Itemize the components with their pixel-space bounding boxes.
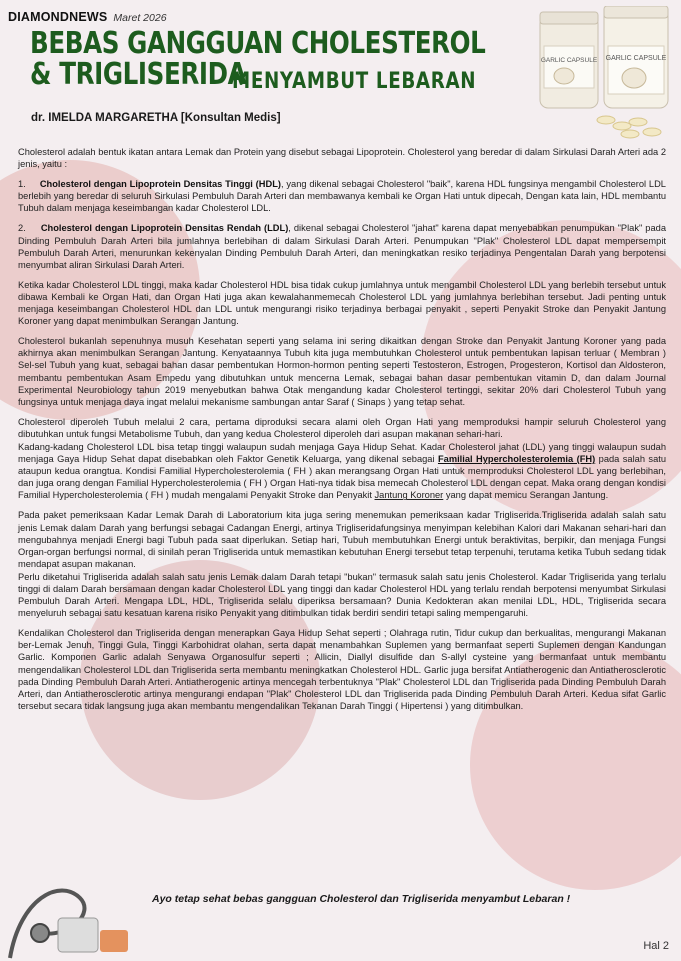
familial-text-c: yang dapat memicu Serangan Jantung. xyxy=(443,490,609,501)
hdl-term: Cholesterol dengan Lipoprotein Densitas Tinggi (HDL) xyxy=(39,179,281,190)
hdl-description: , yang dikenal sebagai Cholesterol "baik", karena HDL fungsinya mengambil Cholesterol LDL berlebih yang beredar di seluruh Sirkulasi Pembuluh Darah Arteri dan membawanya kembali ke Organ Hati untuk dipecah, Dengan kata lain, HDL membantu Tubuh dalam menjaga keseimbangan kadar Cholesterol LDL. xyxy=(18,179,666,214)
bottle-label-left: GARLIC CAPSULE xyxy=(540,57,598,64)
headline-line-1: BEBAS GANGGUAN CHOLESTEROL xyxy=(30,26,486,61)
paragraph-sources: Cholesterol diperoleh Tubuh melalui 2 cara, pertama diproduksi secara alami oleh Organ Hati yang memproduksi hampir seluruh Cholesterol yang dibutuhkan untuk fungsi Metabolisme Tubuh, dan yang kedua Cholesterol diperoleh dari asupan makanan sehari-hari. xyxy=(18,416,666,439)
jantung-koroner-term: Jantung Koroner xyxy=(374,490,444,501)
headline-subtitle: MENYAMBUT LEBARAN xyxy=(232,69,477,94)
bottle-label-right: GARLIC CAPSULE xyxy=(605,55,667,62)
paragraph-ldl xyxy=(18,222,666,270)
paragraph-intro: Cholesterol adalah bentuk ikatan antara Lemak dan Protein yang disebut sebagai Lipoprotein. Cholesterol yang beredar di dalam Sirkulasi Darah Arteri ada 2 jenis, yaitu : xyxy=(18,147,666,170)
paragraph-lifestyle: Kendalikan Cholesterol dan Trigliserida dengan menerapkan Gaya Hidup Sehat seperti ; Olahraga rutin, Tidur cukup dan berkualitas, mengurangi Makanan ber-Lemak Jenuh, Tinggi Gula, Tinggi Karbohidrat olahan, serta dapat menambahkan Suplemen yang bermanfaat seperti Suplemen dengan Kandungan Garlic. Komponen Garlic adalah Senyawa Organosulfur seperti ; Allicin, Diallyl disulfide dan S-allyl cysteine yang bermanfaat untuk membantu mengendalikan Cholesterol LDL dan Trigliserida serta membantu meningkatkan Cholesterol HDL. Garlic juga bersifat Antiatherogenic dan Antiatherosclerotic pada Dinding Pembuluh Darah Arteri. Antiatherogenic artinya mencegah terbentuknya "Plak" Cholesterol LDL dan Trigliserida pada Dinding Pembuluh Darah Arteri, dan Antiatherosclerotic artinya mengurangi endapan "Plak" Cholesterol LDL dan Trigliserida pada Dinding Pembuluh Darah Arteri. Kedua sifat Garlic tersebut secara tidak langsung juga akan membantu mengendalikan Tekanan Darah Tinggi ( Hipertensi ) yang ditimbulkan. xyxy=(18,628,666,711)
brand-name: DIAMONDNEWS xyxy=(8,10,108,24)
garlic-capsule-bottles-image xyxy=(534,6,674,146)
stethoscope-image xyxy=(0,858,150,961)
familial-hypercholesterolemia-term: Familial Hypercholesterolemia (FH) xyxy=(437,454,596,465)
issue-date: Maret 2026 xyxy=(113,12,167,24)
ldl-term: Cholesterol dengan Lipoprotein Densitas Rendah (LDL) xyxy=(40,223,289,234)
familial-text-b: pada salah satu ataupun kedua orangtua. Kondisi Familial Hypercholesterolemia ( FH ) akan merangsang Organ Hati untuk memproduksi Cholesterol LDL yang berlebihan, dan juga orang dengan Familial Hypercholesterolemia ( FH ) Organ Hati-nya tidak bisa memecah Cholesterol LDL dengan cepat. Maka orang dengan kondisi Familial Hypercholesterolemia ( FH ) mudah mengalami Penyakit Stroke dan Penyakit xyxy=(18,454,667,501)
list-number: 1. xyxy=(18,179,26,190)
paragraph-benefits: Cholesterol bukanlah sepenuhnya musuh Kesehatan seperti yang selama ini sering dikaitkan dengan Stroke dan Penyakit Jantung Koroner yang pada akhirnya akan menimbulkan Serangan Jantung. Kenyataannya Tubuh kita juga membutuhkan Cholesterol untuk pembentukan lapisan terluar ( Membran ) Sel-sel Tubuh yang kuat, sebagai bahan dasar pembentukan Hormon-hormon penting seperti Testosteron, Estrogen, Progesteron, Kortisol dan Aldosteron, membantu pembentukan Asam Empedu yang dibutuhkan untuk mencerna Lemak, sebagai bahan dasar pembentukan vitamin D, dan dalam Journal Experimental Neurobiology tahun 2019 menyebutkan bahwa Otak mengandung kadar Cholesterol tertinggi, sekitar 20% dari Cholesterol Tubuh yang fungsinya untuk menjaga daya ingat melalui mekanisme sambungan antar Saraf ( Sinaps ) yang tetap sehat. xyxy=(18,336,666,407)
closing-message: Ayo tetap sehat bebas gangguan Cholesterol dan Trigliserida menyambut Lebaran ! xyxy=(152,893,571,905)
ldl-description: , dikenal sebagai Cholesterol "jahat" karena dapat menyebabkan penumpukan "Plak" pada Dinding Pembuluh Darah Arteri bila jumlahnya berlebihan di dalam Sirkulasi Darah Arteri. Penumpukan "Plak" Cholesterol LDL dapat mempersempit Pembuluh Darah Arteri, menurunkan kekenyalan Dinding Pembuluh Darah Arteri, dan meningkatkan resiko terjadinya Pengentalan Darah yang berpotensi menyumbat aliran Sirkulasi Darah Arteri. xyxy=(18,223,666,270)
paragraph-balance: Ketika kadar Cholesterol LDL tinggi, maka kadar Cholesterol HDL bisa tidak cukup jumlahnya untuk mengambil Cholesterol LDL yang berlebih tersebut untuk dibawa Kembali ke Organ Hati, dan Organ Hati juga akan kewalahanmemecah Cholesterol LDL yang jumlahnya berlebihan tersebut. Jadi penting untuk menjaga keseimbangan Cholesterol HDL dan LDL untuk mengurangi risiko terjadinya berbagai penyakit , seperti Penyakit Stroke dan Penyakit Jantung Koroner yang dapat menimbulkan Serangan Jantung. xyxy=(18,279,666,327)
headline-line-2: & TRIGLISERIDA xyxy=(30,57,247,92)
article-body xyxy=(18,146,666,720)
paragraph-familial xyxy=(18,441,666,501)
page-number: Hal 2 xyxy=(643,940,669,952)
paragraph-triglyceride-risk: Perlu diketahui Trigliserida adalah salah satu jenis Lemak dalam Darah tetapi "bukan" termasuk salah satu jenis Cholesterol. Kadar Trigliserida yang terlalu tinggi di dalam Darah bersamaan dengan kadar Cholesterol LDL yang tinggi dan kadar Cholesterol HDL yang terlalu rendah berpotensi menyumbat Sirkulasi Pembuluh Darah Arteri. Mengapa LDL, HDL, Trigliserida selalu diperiksa bersamaan? Dunia Kedokteran akan menilai LDL, HDL, Trigliserida secara menyeluruh sebagai satu kesatuan karena risiko Penyakit yang ditimbulkan tidak berdiri sendiri tetapi saling mempengaruhi. xyxy=(18,571,666,619)
paragraph-hdl xyxy=(18,178,666,214)
familial-text-a: Kadang-kadang Cholesterol LDL bisa tetap tinggi walaupun sudah menjaga Gaya Hidup Sehat. Kadar Cholesterol jahat (LDL) yang tinggi walaupun sudah menjaga Gaya Hidup Sehat dapat disebabkan oleh Faktor Genetik Keluarga, yang dikenal sebagai xyxy=(18,441,666,465)
paragraph-triglyceride: Pada paket pemeriksaan Kadar Lemak Darah di Laboratorium kita juga sering menemukan pemeriksaan kadar Trigliserida.Trigliserida adalah salah satu jenis Lemak dalam Darah yang berfungsi sebagai Cadangan Energi, artinya Trigliseridafungsinya menyimpan kelebihan Kalori dari Makanan sehari-hari dan mengubahnya menjadi Energi bagi Tubuh pada saat diperlukan. Setiap hari, Tubuh membutuhkan Energi untuk beraktivitas, berpikir, dan menjaga Fungsi Organ-organ berfungsi normal, di sinilah peran Trigliserida untuk memastikan kebutuhan Energi tersebut tetap terpenuhi, terutama ketika Tubuh sedang tidak mendapat asupan makanan. xyxy=(18,510,666,569)
masthead xyxy=(8,8,167,26)
author-byline: dr. IMELDA MARGARETHA [Konsultan Medis] xyxy=(31,112,281,124)
list-number: 2. xyxy=(18,223,26,234)
